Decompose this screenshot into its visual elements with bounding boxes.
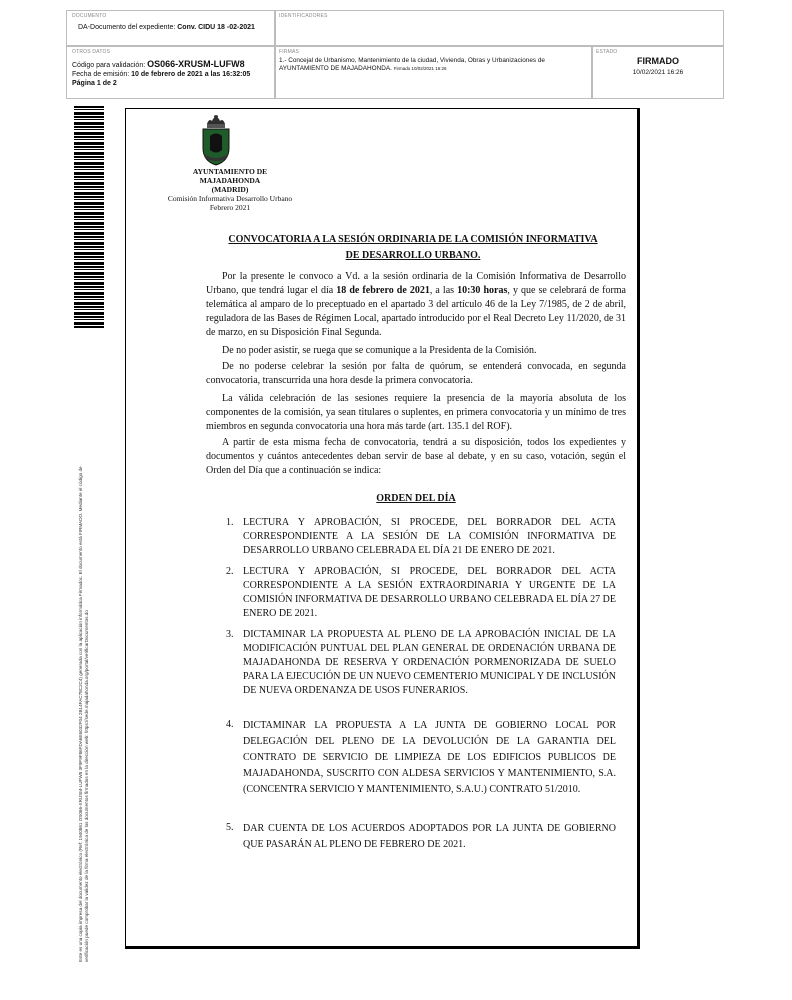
institution-block: [160, 167, 300, 212]
estado-date: 10/02/2021 16:26: [632, 69, 684, 76]
identificadores-label: IDENTIFICADORES: [279, 13, 328, 19]
estado-value: FIRMADO: [637, 56, 679, 66]
coat-of-arms-icon: [200, 114, 232, 166]
p1-time: 10:30 horas: [457, 285, 508, 296]
documento-value-prefix: DA-Documento del expediente:: [78, 24, 178, 31]
paragraph-5: A partir de esta misma fecha de convocatoria, tendrá a su disposición, todos los expedientes y documentos y cuántos antecedentes deban servir de base al debate, y en su caso, votación, según el Orden del Día que a continuación se indica:: [206, 437, 626, 476]
estado-label: ESTADO: [596, 49, 618, 55]
side-text-line2: verificación puede comprobar la validez de la firma electrónica de los documentos firmados en la dirección web: https://sede.majadahonda.org/portal/verificarDocumentos.do: [84, 610, 89, 962]
otros-datos-label: OTROS DATOS: [72, 49, 111, 55]
institution-line3: (MADRID): [211, 185, 249, 194]
agenda-item: [226, 565, 616, 621]
p1-c: , y que se celebrará de forma telemática al amparo de lo preceptuado en el apartado 3 del artículo 46 de la Ley 7/1985, de 2 de abril, reguladora de las Bases de Régimen Local, apartado introducido por el Real Decreto Ley 11/2020, de 31 de marzo, en su Disposición Final Segunda.: [206, 285, 626, 338]
codigo-prefix: Código para validación:: [72, 62, 148, 69]
agenda-item-number: 4.: [226, 719, 234, 730]
agenda-item: [226, 821, 616, 853]
institution-line2: MAJADAHONDA: [199, 176, 261, 185]
barcode: [74, 106, 104, 328]
documento-label: DOCUMENTO: [72, 13, 107, 19]
agenda-item-text: LECTURA Y APROBACIÓN, SI PROCEDE, DEL BORRADOR DEL ACTA CORRESPONDIENTE A LA SESIÓN EXTRAORDINARIA Y URGENTE DE LA COMISIÓN INFORMATIVA DE DESARROLLO URBANO CELEBRADA EL DÍA 27 DE ENERO DE 2021.: [243, 566, 616, 619]
p1-a: Por la presente le convoco a Vd. a la sesión ordinaria de la Comisión Informativa de Desarrollo Urbano, que tendrá lugar el día: [206, 271, 626, 296]
codigo-value: OS066-XRUSM-LUFW8: [147, 59, 245, 69]
header-identificadores-box: [275, 10, 724, 46]
agenda-item-text: DICTAMINAR LA PROPUESTA A LA JUNTA DE GOBIERNO LOCAL POR DELEGACIÓN DEL PLENO DE LA DEVOLUCIÓN DE LA GARANTIA DEL CONTRATO DE SERVICIO DE LIMPIEZA DE LOS EDIFICIOS PUBLICOS DE MAJADAHONDA, SUSCRITO CON ALDESA SERVICIOS Y MANTENIMIENTO, S.A. (CONCENTRA SERVICIO Y MANTENIMIENTO, S.A.U.) CONTRATO 51/2010.: [243, 720, 616, 795]
agenda-item: [226, 516, 616, 558]
side-text-line1: Este es una copia impresa del documento electrónico (Ref: 1940861 OS066-XRUSM-LUFW8 3F9F9F86FDA6E6032F04 2B14FAC78C2C4) generada con la aplicación informática Firmadoc. El documento está FIRMADO. Mediante el código de: [78, 466, 83, 962]
agenda-item-number: 2.: [226, 566, 234, 577]
agenda-item: [226, 628, 616, 698]
codigo-validacion: [72, 60, 272, 70]
institution-line4: Comisión Informativa Desarrollo Urbano: [167, 194, 293, 203]
documento-value-bold: Conv. CIDU 18 -02-2021: [177, 24, 255, 31]
p1-date: 18 de febrero de 2021: [336, 285, 430, 296]
documento-value: [78, 23, 258, 32]
side-verification-text: [78, 302, 90, 962]
agenda-item: [226, 718, 616, 798]
p1-b: , a las: [429, 285, 458, 296]
paragraph-1: [206, 270, 626, 340]
fecha-emision: [72, 70, 272, 79]
agenda-item-text: LECTURA Y APROBACIÓN, SI PROCEDE, DEL BORRADOR DEL ACTA CORRESPONDIENTE A LA SESIÓN DE LA COMISIÓN INFORMATIVA DE DESARROLLO URBANO CELEBRADA EL DÍA 21 DE ENERO DE 2021.: [243, 517, 616, 556]
paragraph-4: La válida celebración de las sesiones requiere la presencia de la mayoría absoluta de los componentes de la comisión, ya sean titulares o suplentes, en primera convocatoria y un mínimo de tres miembros en segunda convocatoria una hora más tarde (art. 135.1 del ROF).: [206, 393, 626, 432]
agenda-item-number: 1.: [226, 517, 234, 528]
fecha-value: 10 de febrero de 2021 a las 16:32:05: [131, 71, 251, 78]
agenda-item-number: 5.: [226, 822, 234, 833]
title-line1: CONVOCATORIA A LA SESIÓN ORDINARIA DE LA COMISIÓN INFORMATIVA: [228, 234, 598, 245]
agenda-item-text: DAR CUENTA DE LOS ACUERDOS ADOPTADOS POR LA JUNTA DE GOBIERNO QUE PASARÁN AL PLENO DE FEBRERO DE 2021.: [243, 823, 616, 850]
agenda-item-text: DICTAMINAR LA PROPUESTA AL PLENO DE LA APROBACIÓN INICIAL DE LA MODIFICACIÓN PUNTUAL DEL PLAN GENERAL DE ORDENACIÓN URBANA DE MAJADAHONDA DE RESERVA Y ORDENACIÓN PORMENORIZADA DE SUELO PARA LA EJECUCIÓN DE UN NUEVO CEMENTERIO MUNICIPAL Y DE INCLUSIÓN DE NUEVA ORDENANZA DE USOS FUNERARIOS.: [243, 629, 616, 696]
pagina: Página 1 de 2: [72, 80, 117, 87]
institution-line1: AYUNTAMIENTO DE: [192, 167, 268, 176]
document-title: [200, 232, 626, 264]
institution-line5: Febrero 2021: [209, 203, 251, 212]
firmas-small: Firmado 10/02/2021 16:26: [393, 66, 447, 71]
orden-del-dia-title: ORDEN DEL DÍA: [376, 493, 456, 504]
title-line2: DE DESARROLLO URBANO.: [345, 250, 481, 261]
paragraph-3: De no poderse celebrar la sesión por falta de quórum, se entenderá convocada, en segunda convocatoria, transcurrida una hora desde la primera convocatoria.: [206, 361, 626, 386]
agenda-item-number: 3.: [226, 629, 234, 640]
firmas-main: 1.- Concejal de Urbanismo, Mantenimiento de la ciudad, Vivienda, Obras y Urbanizaciones de AYUNTAMIENTO DE MAJADAHONDA.: [279, 57, 545, 72]
paragraph-2: De no poder asistir, se ruega que se comunique a la Presidenta de la Comisión.: [222, 345, 537, 356]
firmas-label: FIRMAS: [279, 49, 300, 55]
fecha-prefix: Fecha de emisión:: [72, 71, 132, 78]
firmas-text: [279, 57, 579, 73]
